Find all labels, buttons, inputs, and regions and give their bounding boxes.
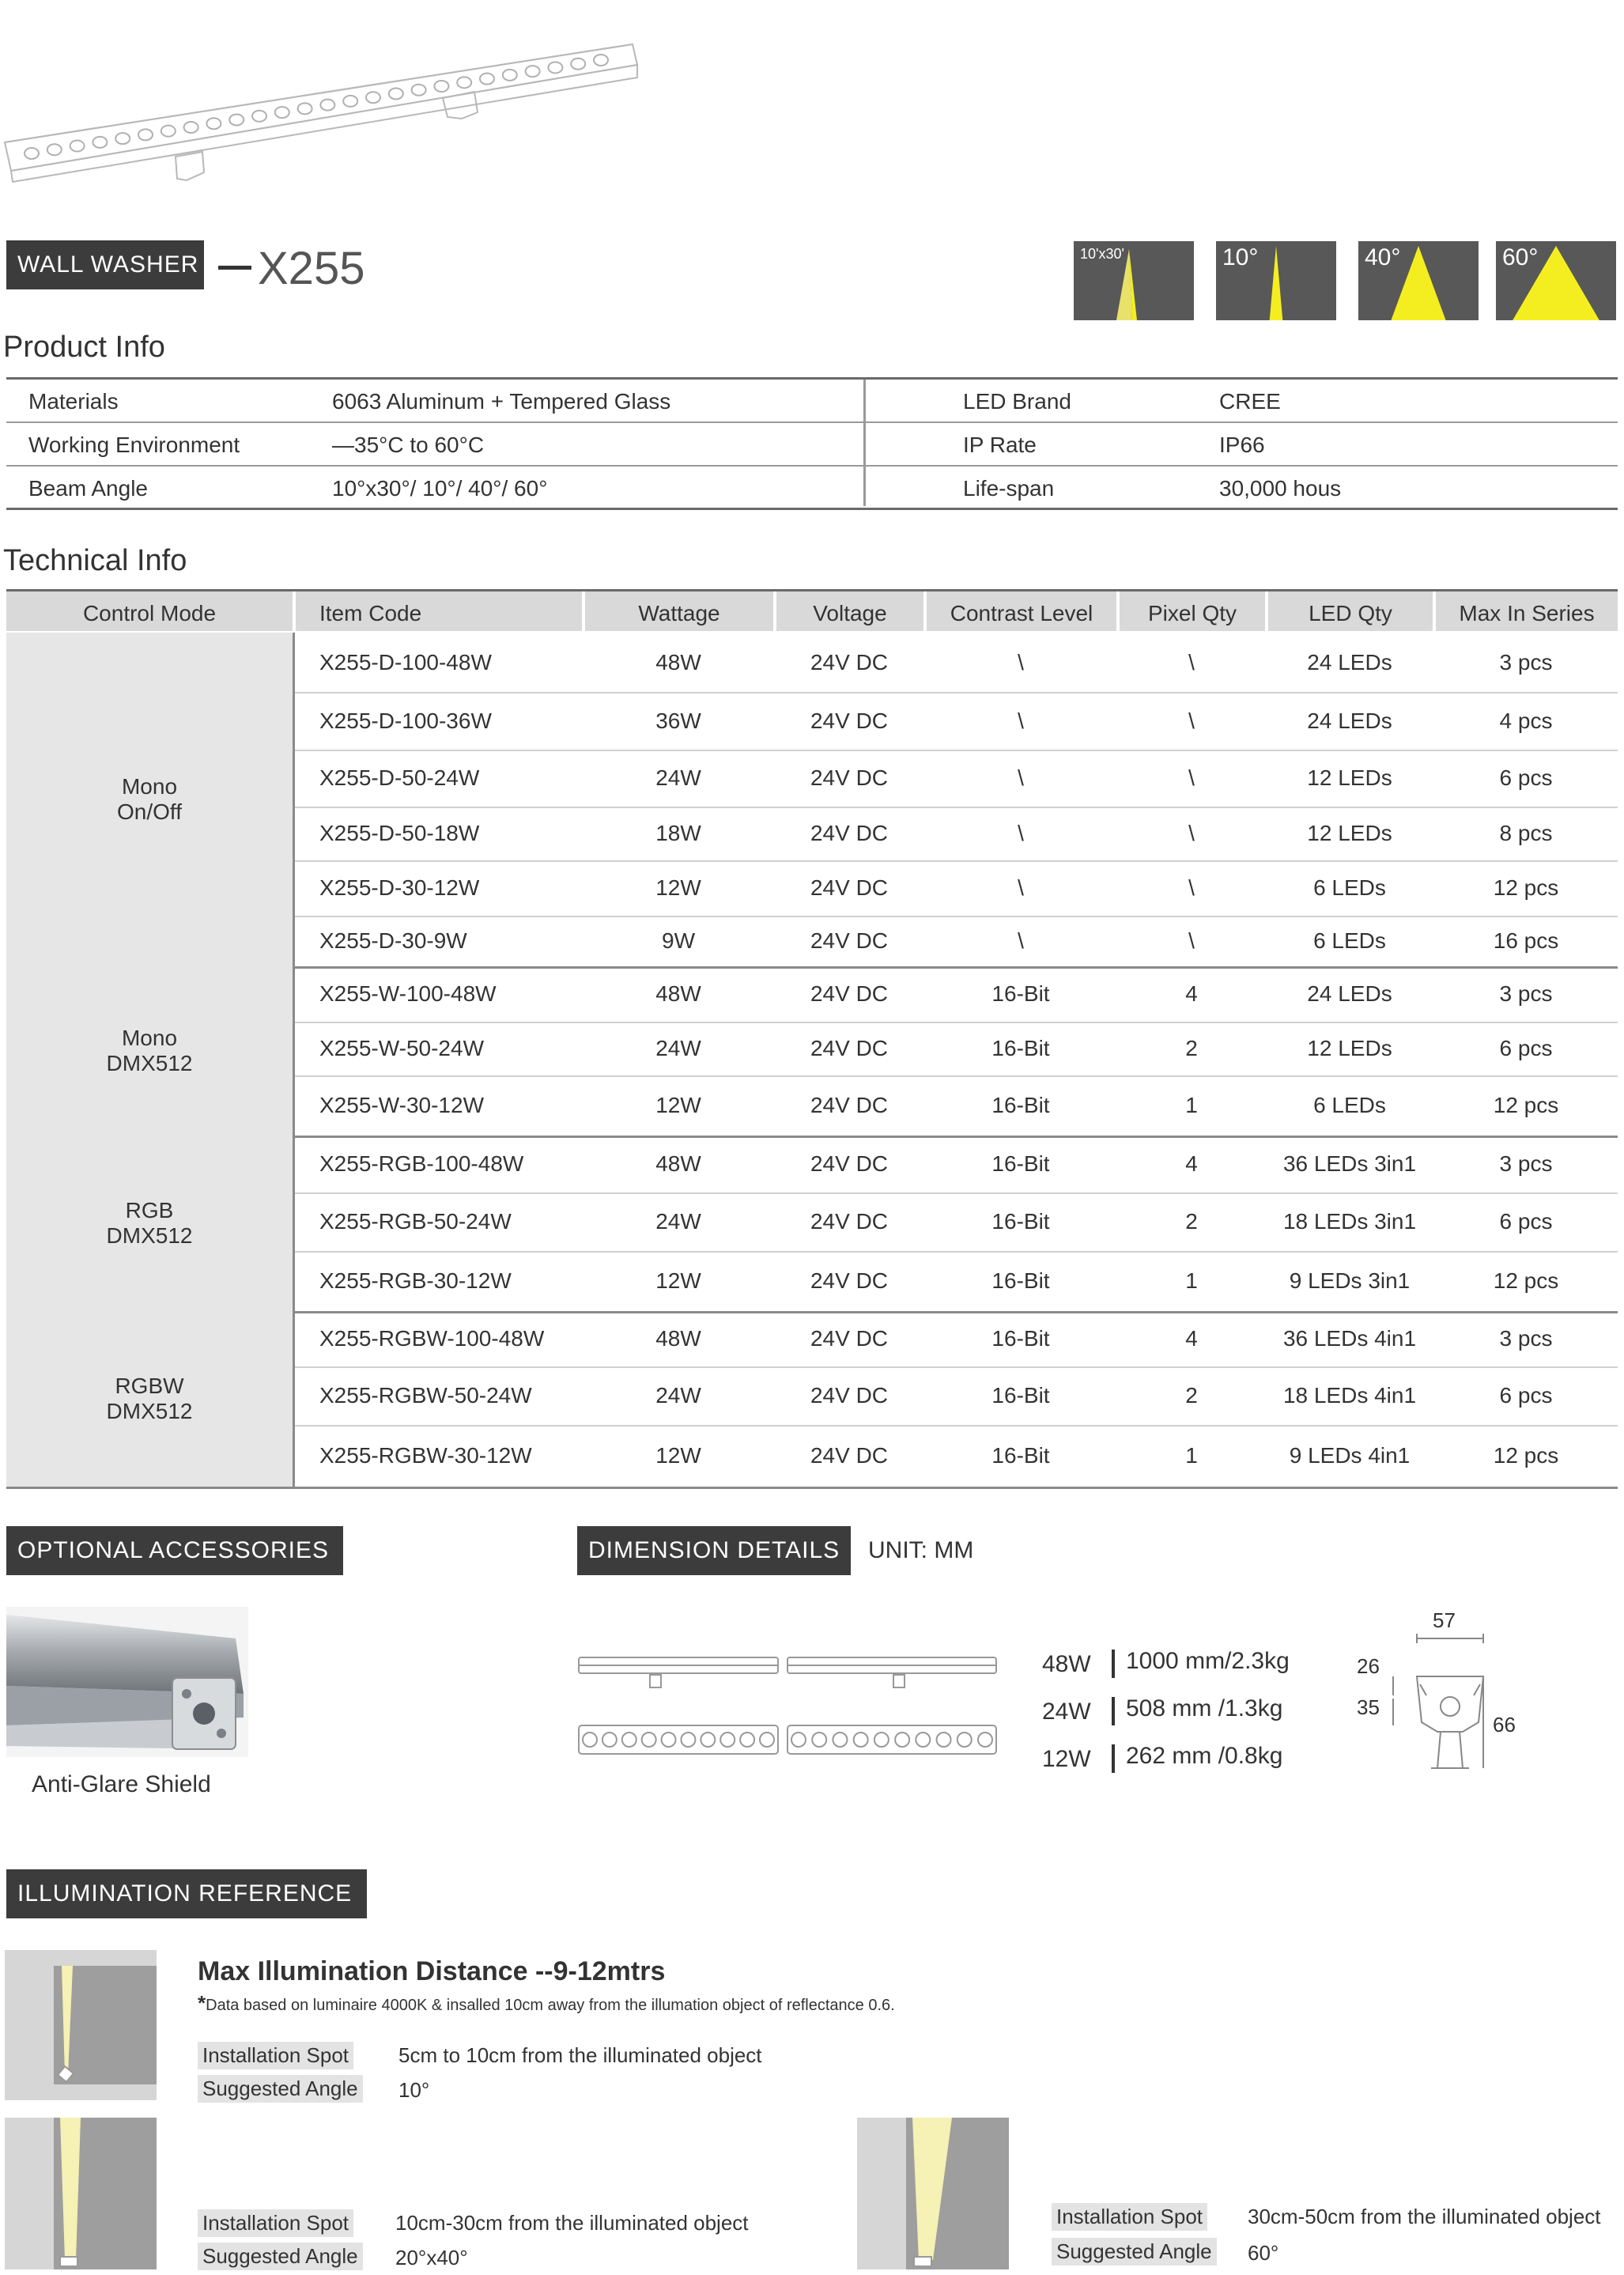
- led-dot: [25, 148, 39, 159]
- voltage: 24V DC: [810, 649, 889, 675]
- illumination-diagram-3: [857, 2118, 1009, 2269]
- pixel-qty: \: [1188, 821, 1195, 845]
- illumination-badge: ILLUMINATION REFERENCE: [6, 1869, 367, 1918]
- column-header: Wattage: [584, 591, 773, 631]
- row-divider: [294, 1425, 1618, 1427]
- product-info-value: 10°x30°/ 10°/ 40°/ 60°: [332, 476, 548, 501]
- led-dot: [298, 103, 312, 114]
- beam-label: 10°: [1222, 244, 1259, 270]
- led-qty: 18 LEDs 3in1: [1282, 1209, 1417, 1234]
- led-dot: [229, 115, 244, 126]
- max-in-series: 6 pcs: [1499, 1383, 1553, 1408]
- unit-label: UNIT: MM: [868, 1537, 974, 1563]
- led-dot: [275, 107, 289, 118]
- pixel-qty: \: [1188, 649, 1195, 675]
- wall-washer-illustration: [0, 16, 648, 190]
- product-info-divider: [863, 380, 866, 506]
- pixel-qty: 2: [1185, 1209, 1198, 1234]
- dimension-led-dot: [957, 1733, 972, 1747]
- dimension-led-dot: [720, 1733, 735, 1747]
- led-dot: [457, 77, 471, 88]
- item-code: X255-D-100-48W: [319, 649, 492, 675]
- wattage: 18W: [655, 821, 701, 845]
- max-in-series: 8 pcs: [1499, 821, 1553, 845]
- spot-label-2: Installation Spot: [198, 2209, 353, 2237]
- contrast-level: \: [1018, 821, 1024, 845]
- dimension-led-dot: [583, 1733, 597, 1747]
- dimension-led-dot: [937, 1733, 951, 1747]
- pixel-qty: 1: [1185, 1268, 1198, 1293]
- section-dim-left2: 35: [1357, 1695, 1380, 1719]
- product-info-row: [6, 467, 1618, 510]
- led-dot: [412, 85, 426, 96]
- illumination-diagram-2: [5, 2118, 157, 2269]
- max-in-series: 3 pcs: [1499, 981, 1553, 1006]
- led-dot: [47, 144, 62, 155]
- led-dot: [70, 141, 85, 152]
- row-divider: [294, 1075, 1618, 1077]
- item-code: X255-RGBW-50-24W: [319, 1383, 532, 1408]
- product-info-key: Working Environment: [28, 433, 240, 457]
- contrast-level: 16-Bit: [991, 1093, 1050, 1117]
- item-code: X255-W-50-24W: [319, 1036, 485, 1060]
- wattage: 12W: [655, 875, 701, 900]
- led-qty: 6 LEDs: [1313, 1093, 1386, 1117]
- contrast-level: \: [1018, 765, 1024, 790]
- max-in-series: 12 pcs: [1493, 875, 1559, 900]
- spot-label-1: Installation Spot: [198, 2042, 353, 2069]
- led-dot: [526, 66, 540, 77]
- column-header: Item Code: [294, 591, 582, 631]
- spot-value-3: 30cm-50cm from the illuminated object: [1248, 2205, 1601, 2228]
- dimension-led-dot: [602, 1733, 617, 1747]
- pixel-qty: 4: [1185, 1151, 1198, 1176]
- dimension-led-dot: [812, 1733, 826, 1747]
- contrast-level: \: [1018, 875, 1024, 900]
- section-dim-top: 57: [1433, 1608, 1456, 1632]
- led-qty: 36 LEDs 4in1: [1282, 1326, 1417, 1351]
- led-dot: [93, 137, 107, 148]
- angle-label-2: Suggested Angle: [198, 2243, 363, 2270]
- led-qty: 6 LEDs: [1313, 928, 1386, 953]
- led-dot: [115, 133, 130, 144]
- column-header: Pixel Qty: [1118, 591, 1265, 631]
- technical-info-title: Technical Info: [3, 544, 187, 577]
- column-header: Max In Series: [1434, 591, 1618, 631]
- product-info-key: LED Brand: [963, 389, 1071, 414]
- wattage: 12W: [655, 1093, 701, 1117]
- product-info-value: —35°C to 60°C: [332, 433, 485, 457]
- beam-icon: [1074, 241, 1194, 320]
- item-code: X255-D-30-9W: [319, 928, 467, 953]
- pixel-qty: \: [1188, 765, 1195, 790]
- voltage: 24V DC: [810, 765, 889, 790]
- control-mode-cell: RGB DMX512: [6, 1136, 293, 1311]
- led-dot: [389, 88, 403, 99]
- voltage: 24V DC: [810, 1443, 889, 1468]
- accessories-badge: OPTIONAL ACCESSORIES: [6, 1526, 343, 1575]
- led-dot: [571, 59, 585, 70]
- pixel-qty: 4: [1185, 1326, 1198, 1351]
- wattage: 48W: [655, 649, 701, 675]
- dimension-spec: 1000 mm/2.3kg: [1126, 1648, 1290, 1674]
- max-in-series: 12 pcs: [1493, 1093, 1559, 1117]
- max-in-series: 3 pcs: [1499, 1326, 1553, 1351]
- led-dot: [161, 126, 176, 137]
- angle-value-1: 10°: [398, 2078, 430, 2102]
- dimension-led-dot: [681, 1733, 695, 1747]
- product-info-value: 30,000 hous: [1219, 476, 1342, 501]
- dimension-led-dot: [854, 1733, 868, 1747]
- led-dot: [138, 129, 153, 140]
- led-dot: [366, 92, 380, 103]
- wattage: 12W: [655, 1443, 701, 1468]
- dimension-wattage: 12W: [1042, 1746, 1091, 1772]
- max-in-series: 3 pcs: [1499, 1151, 1553, 1176]
- product-info-title: Product Info: [3, 331, 165, 364]
- dimension-separator: [1112, 1744, 1115, 1773]
- max-in-series: 12 pcs: [1493, 1268, 1559, 1293]
- dimension-wattage: 24W: [1042, 1699, 1091, 1725]
- dimension-led-dot: [622, 1733, 636, 1747]
- note-star: *: [198, 1991, 206, 2015]
- led-qty: 6 LEDs: [1313, 875, 1386, 900]
- dimension-led-dot: [791, 1733, 806, 1747]
- product-info-key: Materials: [28, 389, 119, 414]
- item-code: X255-RGB-30-12W: [319, 1268, 512, 1293]
- illumination-heading: Max Illumination Distance --9-12mtrs: [198, 1956, 666, 1986]
- led-dot: [480, 74, 494, 85]
- dimension-led-dot: [833, 1733, 847, 1747]
- led-dot: [206, 118, 221, 129]
- dimension-led-dot: [662, 1733, 676, 1747]
- contrast-level: 16-Bit: [991, 1209, 1050, 1234]
- led-dot: [594, 55, 608, 66]
- contrast-level: 16-Bit: [991, 1326, 1050, 1351]
- column-header: Control Mode: [6, 591, 293, 631]
- dimension-separator: [1112, 1650, 1115, 1678]
- pixel-qty: 1: [1185, 1093, 1198, 1117]
- beam-label: 60°: [1502, 244, 1539, 270]
- wattage: 36W: [655, 708, 701, 733]
- angle-value-2: 20°x40°: [395, 2246, 468, 2269]
- item-code: X255-RGBW-30-12W: [319, 1443, 532, 1468]
- led-dot: [252, 111, 266, 122]
- wattage: 24W: [655, 1209, 701, 1234]
- row-divider: [294, 807, 1618, 808]
- max-in-series: 6 pcs: [1499, 1209, 1553, 1234]
- voltage: 24V DC: [810, 1036, 889, 1060]
- wattage: 9W: [662, 928, 695, 953]
- pixel-qty: \: [1188, 708, 1195, 733]
- voltage: 24V DC: [810, 1209, 889, 1234]
- voltage: 24V DC: [810, 1383, 889, 1408]
- row-divider: [294, 1366, 1618, 1368]
- product-info-value: IP66: [1219, 433, 1265, 457]
- title-dash: [218, 266, 251, 270]
- beam-icon: [1216, 241, 1336, 320]
- angle-label-1: Suggested Angle: [198, 2075, 363, 2103]
- beam-icon: [1358, 241, 1479, 320]
- note-text: Data based on luminaire 4000K & insalled 10cm away from the illumation object of reflectance 0.6.: [206, 1997, 895, 2014]
- item-code: X255-RGBW-100-48W: [319, 1326, 545, 1351]
- pixel-qty: \: [1188, 928, 1195, 953]
- wattage: 48W: [655, 1151, 701, 1176]
- voltage: 24V DC: [810, 1093, 889, 1117]
- column-header: Voltage: [775, 591, 923, 631]
- wattage: 24W: [655, 1036, 701, 1060]
- item-code: X255-RGB-50-24W: [319, 1209, 512, 1234]
- pixel-qty: 2: [1185, 1036, 1198, 1060]
- model-title: X255: [258, 243, 365, 294]
- contrast-level: 16-Bit: [991, 981, 1050, 1006]
- dimension-spec: 508 mm /1.3kg: [1126, 1695, 1283, 1721]
- max-in-series: 12 pcs: [1493, 1443, 1559, 1468]
- voltage: 24V DC: [810, 981, 889, 1006]
- led-qty: 12 LEDs: [1307, 821, 1392, 845]
- group-divider: [6, 1487, 1618, 1489]
- angle-value-3: 60°: [1248, 2241, 1279, 2265]
- control-mode-cell: Mono DMX512: [6, 966, 293, 1136]
- led-qty: 36 LEDs 3in1: [1282, 1151, 1417, 1176]
- led-qty: 9 LEDs 4in1: [1289, 1443, 1411, 1468]
- product-info-value: CREE: [1219, 389, 1281, 414]
- led-dot: [503, 70, 517, 81]
- led-qty: 12 LEDs: [1307, 765, 1392, 790]
- led-dot: [434, 81, 448, 92]
- wattage: 12W: [655, 1268, 701, 1293]
- beam-label: 10'x30': [1080, 246, 1124, 262]
- dimension-side-drawing: [576, 1653, 1003, 1763]
- pixel-qty: \: [1188, 875, 1195, 900]
- section-dim-left1: 26: [1357, 1654, 1380, 1678]
- product-info-row: [6, 380, 1618, 423]
- voltage: 24V DC: [810, 708, 889, 733]
- contrast-level: \: [1018, 649, 1024, 675]
- beam-label: 40°: [1365, 244, 1401, 270]
- illumination-diagram-1: [5, 1950, 157, 2100]
- item-code: X255-D-50-18W: [319, 821, 480, 845]
- voltage: 24V DC: [810, 928, 889, 953]
- dimension-separator: [1112, 1697, 1115, 1725]
- dimension-wattage: 48W: [1042, 1651, 1091, 1677]
- voltage: 24V DC: [810, 1268, 889, 1293]
- control-mode-cell: Mono On/Off: [6, 633, 293, 966]
- led-qty: 9 LEDs 3in1: [1289, 1268, 1411, 1293]
- pixel-qty: 2: [1185, 1383, 1198, 1408]
- pixel-qty: 1: [1185, 1443, 1198, 1468]
- pixel-qty: 4: [1185, 981, 1198, 1006]
- voltage: 24V DC: [810, 821, 889, 845]
- voltage: 24V DC: [810, 1326, 889, 1351]
- led-qty: 24 LEDs: [1307, 981, 1392, 1006]
- spot-value-2: 10cm-30cm from the illuminated object: [395, 2211, 749, 2235]
- contrast-level: 16-Bit: [991, 1443, 1050, 1468]
- led-dot: [343, 96, 357, 107]
- column-header: Contrast Level: [925, 591, 1116, 631]
- contrast-level: 16-Bit: [991, 1151, 1050, 1176]
- contrast-level: 16-Bit: [991, 1383, 1050, 1408]
- row-divider: [294, 692, 1618, 693]
- row-divider: [294, 750, 1618, 751]
- wattage: 24W: [655, 765, 701, 790]
- max-in-series: 4 pcs: [1499, 708, 1553, 733]
- contrast-level: \: [1018, 708, 1024, 733]
- dimension-led-dot: [760, 1733, 774, 1747]
- dimension-led-dot: [874, 1733, 889, 1747]
- row-divider: [294, 860, 1618, 862]
- column-header: LED Qty: [1267, 591, 1433, 631]
- row-divider: [294, 1022, 1618, 1023]
- product-info-key: Beam Angle: [28, 476, 148, 501]
- mode-column-divider: [293, 633, 295, 1487]
- product-info-row: [6, 423, 1618, 467]
- led-qty: 18 LEDs 4in1: [1282, 1383, 1417, 1408]
- illumination-note: [198, 1991, 895, 2016]
- dimension-badge: DIMENSION DETAILS: [577, 1526, 851, 1575]
- spot-value-1: 5cm to 10cm from the illuminated object: [398, 2043, 762, 2067]
- led-qty: 24 LEDs: [1307, 649, 1392, 675]
- wattage: 48W: [655, 981, 701, 1006]
- max-in-series: 3 pcs: [1499, 649, 1553, 675]
- item-code: X255-W-30-12W: [319, 1093, 485, 1117]
- section-dim-right: 66: [1493, 1713, 1516, 1736]
- led-dot: [320, 100, 334, 111]
- dimension-led-dot: [740, 1733, 754, 1747]
- led-dot: [548, 62, 562, 73]
- item-code: X255-D-50-24W: [319, 765, 480, 790]
- category-badge: WALL WASHER: [6, 240, 204, 289]
- item-code: X255-D-30-12W: [319, 875, 480, 900]
- product-info-value: 6063 Aluminum + Tempered Glass: [332, 389, 671, 414]
- voltage: 24V DC: [810, 1151, 889, 1176]
- max-in-series: 6 pcs: [1499, 765, 1553, 790]
- contrast-level: 16-Bit: [991, 1268, 1050, 1293]
- accessory-label: Anti-Glare Shield: [32, 1771, 211, 1797]
- dimension-led-dot: [895, 1733, 909, 1747]
- led-qty: 24 LEDs: [1307, 708, 1392, 733]
- wattage: 48W: [655, 1326, 701, 1351]
- product-info-key: IP Rate: [963, 433, 1037, 457]
- row-divider: [294, 1251, 1618, 1253]
- contrast-level: 16-Bit: [991, 1036, 1050, 1060]
- voltage: 24V DC: [810, 875, 889, 900]
- dimension-spec: 262 mm /0.8kg: [1126, 1743, 1283, 1769]
- item-code: X255-W-100-48W: [319, 981, 497, 1006]
- item-code: X255-RGB-100-48W: [319, 1151, 524, 1176]
- dimension-led-dot: [701, 1733, 715, 1747]
- row-divider: [294, 916, 1618, 917]
- contrast-level: \: [1018, 928, 1024, 953]
- anti-glare-shield-image: [6, 1607, 248, 1757]
- max-in-series: 6 pcs: [1499, 1036, 1553, 1060]
- item-code: X255-D-100-36W: [319, 708, 492, 733]
- row-divider: [294, 1192, 1618, 1194]
- dimension-led-dot: [642, 1733, 656, 1747]
- beam-icon: [1496, 241, 1616, 320]
- wattage: 24W: [655, 1383, 701, 1408]
- angle-label-3: Suggested Angle: [1052, 2238, 1217, 2266]
- dimension-led-dot: [916, 1733, 930, 1747]
- spot-label-3: Installation Spot: [1052, 2203, 1207, 2231]
- led-qty: 12 LEDs: [1307, 1036, 1392, 1060]
- max-in-series: 16 pcs: [1493, 928, 1559, 953]
- control-mode-cell: RGBW DMX512: [6, 1311, 293, 1487]
- dimension-led-dot: [978, 1733, 992, 1747]
- led-dot: [184, 122, 198, 133]
- product-info-key: Life-span: [963, 476, 1055, 501]
